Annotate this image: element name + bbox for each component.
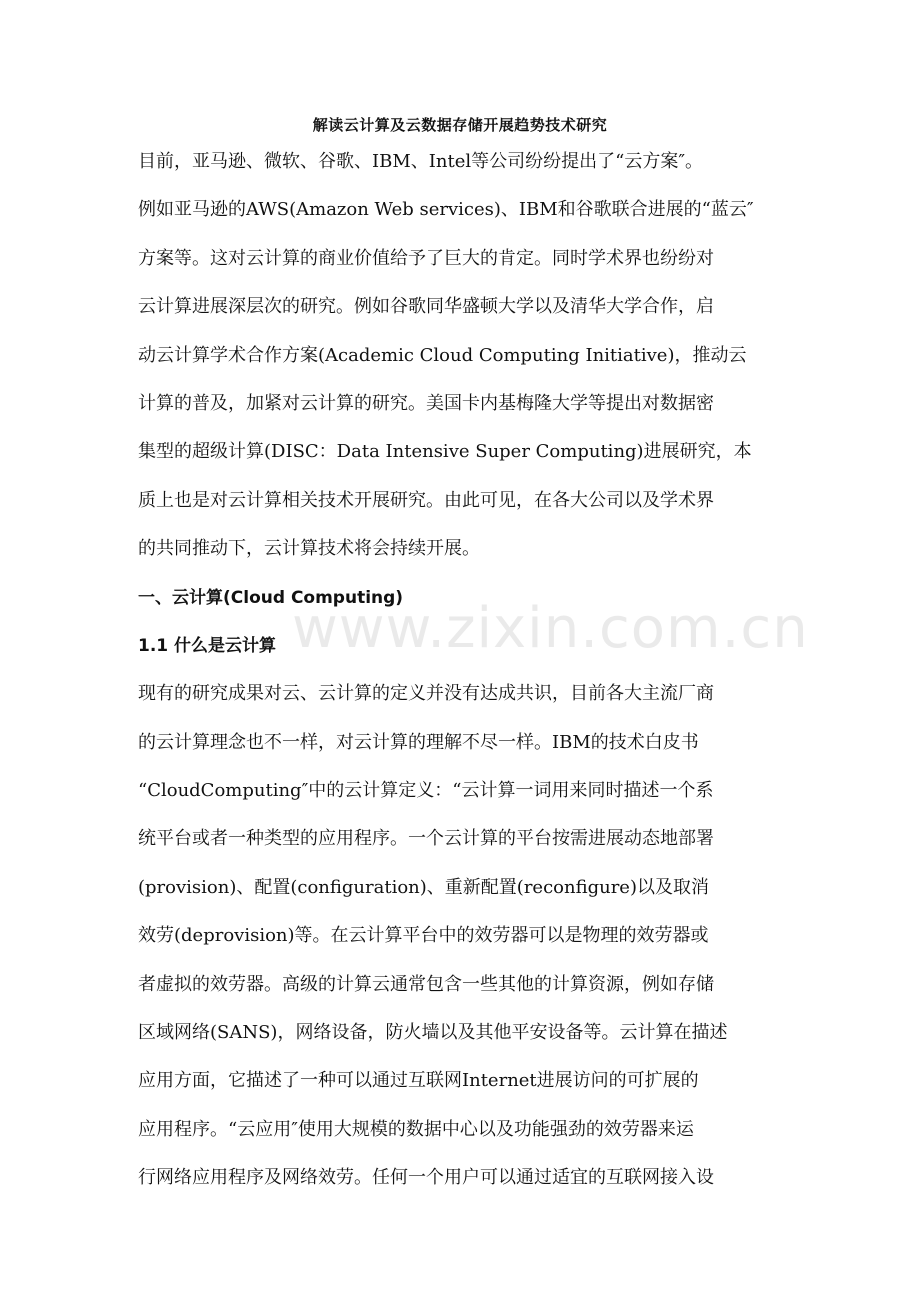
- body-line: 质上也是对云计算相关技术开展研究。由此可见，在各大公司以及学术界: [138, 489, 714, 511]
- body-line: 方案等。这对云计算的商业价值给予了巨大的肯定。同时学术界也纷纷对: [138, 247, 714, 269]
- body-line: “CloudComputing″中的云计算定义：“云计算一词用来同时描述一个系: [138, 780, 714, 802]
- document-title: 解读云计算及云数据存储开展趋势技术研究: [312, 116, 608, 134]
- body-line: 云计算进展深层次的研究。例如谷歌同华盛顿大学以及清华大学合作，启: [138, 296, 714, 318]
- body-line: 行网络应用程序及网络效劳。任何一个用户可以通过适宜的互联网接入设: [138, 1167, 714, 1189]
- subsection-heading: 1.1 什么是云计算: [138, 635, 277, 656]
- body-line: (provision)、配置(configuration)、重新配置(reconfigure)以及取消: [138, 876, 709, 898]
- body-line: 者虚拟的效劳器。高级的计算云通常包含一些其他的计算资源，例如存储: [138, 973, 714, 995]
- body-line: 统平台或者一种类型的应用程序。一个云计算的平台按需进展动态地部署: [138, 828, 714, 850]
- body-line: 目前，亚马逊、微软、谷歌、IBM、Intel等公司纷纷提出了“云方案″。: [138, 151, 704, 172]
- body-line: 应用方面，它描述了一种可以通过互联网Internet进展访问的可扩展的: [138, 1070, 699, 1092]
- body-line: 效劳(deprovision)等。在云计算平台中的效劳器可以是物理的效劳器或: [138, 925, 709, 947]
- section-heading: 一、云计算(Cloud Computing): [138, 587, 404, 608]
- body-line: 的共同推动下，云计算技术将会持续开展。: [138, 538, 480, 560]
- body-line: 例如亚马逊的AWS(Amazon Web services)、IBM和谷歌联合进展的“蓝云″: [138, 199, 754, 221]
- body-line: 集型的超级计算(DISC：Data Intensive Super Computing)进展研究，本: [138, 441, 752, 463]
- body-line: 区域网络(SANS)，网络设备，防火墙以及其他平安设备等。云计算在描述: [138, 1022, 728, 1044]
- body-line: 的云计算理念也不一样，对云计算的理解不尽一样。IBM的技术白皮书: [138, 731, 699, 753]
- watermark-text: www.zixin.com.cn: [292, 596, 809, 661]
- body-line: 动云计算学术合作方案(Academic Cloud Computing Initiative)，推动云: [138, 344, 747, 366]
- body-line: 应用程序。“云应用″使用大规模的数据中心以及功能强劲的效劳器来运: [138, 1118, 694, 1140]
- body-line: 现有的研究成果对云、云计算的定义并没有达成共识，目前各大主流厂商: [138, 683, 714, 705]
- body-line: 计算的普及，加紧对云计算的研究。美国卡内基梅隆大学等提出对数据密: [138, 392, 714, 414]
- document-body: [138, 138, 786, 1203]
